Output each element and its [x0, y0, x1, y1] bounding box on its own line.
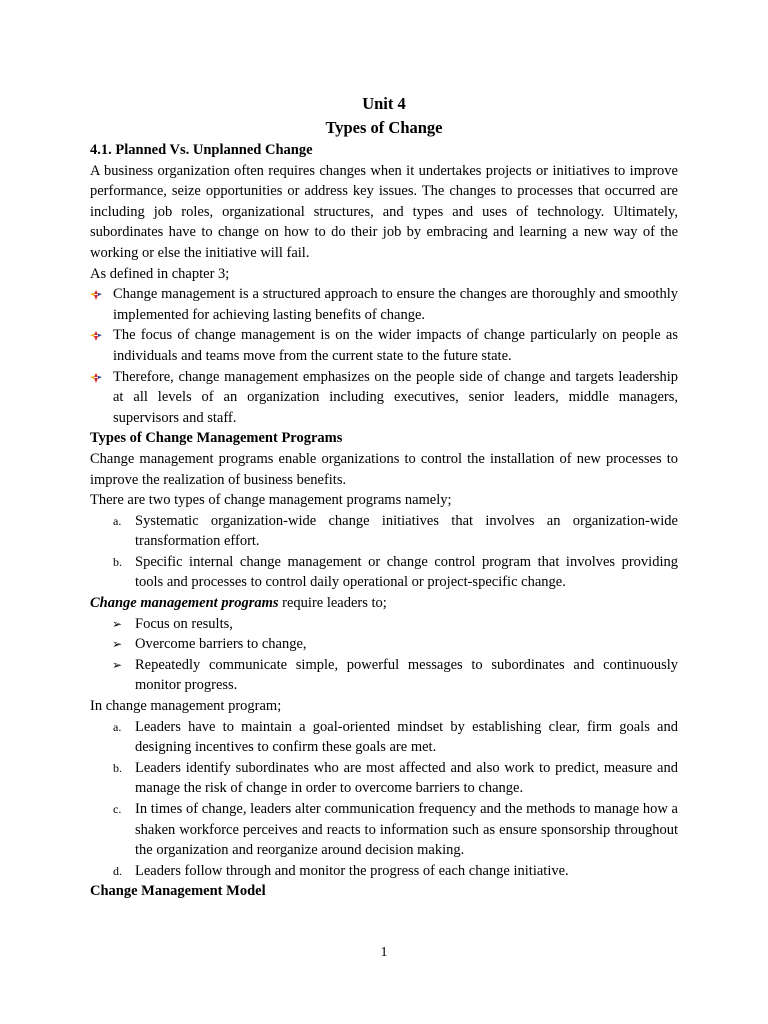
programs-heading: Types of Change Management Programs	[90, 430, 343, 447]
program-type-text: Systematic organization-wide change initiatives that involves an organization-wide transformation effort.	[135, 512, 678, 550]
colored-arrow-bullet-icon	[90, 373, 102, 383]
leader-item-text: Leaders have to maintain a goal-oriented mindset by establishing clear, firm goals and designing incentives to confirm these goals are met.	[135, 718, 678, 756]
definition-bullet-list	[90, 284, 678, 428]
require-item-text: Overcome barriers to change,	[135, 636, 307, 653]
leader-item	[90, 861, 678, 882]
require-item	[90, 634, 678, 655]
list-marker: a.	[113, 719, 122, 734]
program-type-text: Specific internal change management or change control program that involves providing tools and processes to control daily operational or project-specific change.	[135, 553, 678, 591]
require-line	[90, 593, 678, 614]
leader-item-text: Leaders follow through and monitor the progress of each change initiative.	[135, 862, 569, 879]
leader-list	[90, 717, 678, 882]
two-types-line: There are two types of change management programs namely;	[90, 492, 452, 509]
program-type-item	[90, 511, 678, 552]
programs-paragraph: Change management programs enable organizations to control the installation of new processes to improve the realization of business benefits.	[90, 450, 678, 488]
in-program-line: In change management program;	[90, 698, 282, 715]
program-types-list	[90, 511, 678, 593]
require-item-text: Repeatedly communicate simple, powerful messages to subordinates and continuously monitor progress.	[135, 656, 678, 694]
leader-item-text: Leaders identify subordinates who are most affected and also work to predict, measure and manage the risk of change in order to overcome barriers to change.	[135, 759, 678, 797]
definition-bullet-text: Therefore, change management emphasizes on the people side of change and targets leadership at all levels of an organization including executives, senior leaders, middle managers, supervisors and staff.	[113, 368, 678, 426]
arrowhead-bullet-icon: ➢	[112, 616, 123, 631]
arrowhead-bullet-icon: ➢	[112, 637, 123, 652]
require-item-text: Focus on results,	[135, 615, 233, 632]
leader-item	[90, 799, 678, 861]
definition-bullet-item	[90, 367, 678, 429]
page-content	[90, 92, 678, 902]
list-marker: d.	[113, 863, 122, 878]
colored-arrow-bullet-icon	[90, 331, 102, 341]
model-heading: Change Management Model	[90, 883, 266, 900]
chapter-title: Types of Change	[325, 118, 443, 137]
require-item	[90, 655, 678, 696]
colored-arrow-bullet-icon	[90, 290, 102, 300]
definition-bullet-text: Change management is a structured approach to ensure the changes are thoroughly and smoothly implemented for achieving lasting benefits of change.	[113, 286, 678, 323]
section-heading: 4.1. Planned Vs. Unplanned Change	[90, 142, 313, 158]
list-marker: b.	[113, 760, 122, 775]
program-type-item	[90, 552, 678, 593]
leader-item	[90, 758, 678, 799]
definition-bullet-text: The focus of change management is on the wider impacts of change particularly on people as individuals and teams move from the current state to the future state.	[113, 327, 678, 364]
leader-item-text: In times of change, leaders alter communication frequency and the methods to manage how a shaken workforce perceives and reacts to information such as ensure sponsorship throughout the organization and reorganize around decision making.	[135, 801, 678, 859]
require-list	[90, 614, 678, 696]
leader-item	[90, 717, 678, 758]
definition-bullet-item	[90, 325, 678, 366]
list-marker: c.	[113, 802, 122, 816]
require-rest: require leaders to;	[278, 595, 387, 612]
list-marker: b.	[113, 554, 122, 569]
list-marker: a.	[113, 513, 122, 528]
require-item	[90, 614, 678, 635]
definition-bullet-item	[90, 284, 678, 325]
intro-paragraph: A business organization often requires changes when it undertakes projects or initiatives to improve performance, seize opportunities or address key issues. The changes to processes that occurred are including job roles, organizational structures, and types and uses of technology. Ultimately, subordinates have to change on how to do their job by embracing and learning a new way of the working or else the initiative will fail.	[90, 162, 678, 261]
page-number: 1	[380, 945, 388, 960]
require-emphasis: Change management programs	[90, 595, 279, 612]
unit-title: Unit 4	[362, 94, 406, 113]
arrowhead-bullet-icon: ➢	[112, 657, 123, 672]
defined-line: As defined in chapter 3;	[90, 265, 230, 282]
